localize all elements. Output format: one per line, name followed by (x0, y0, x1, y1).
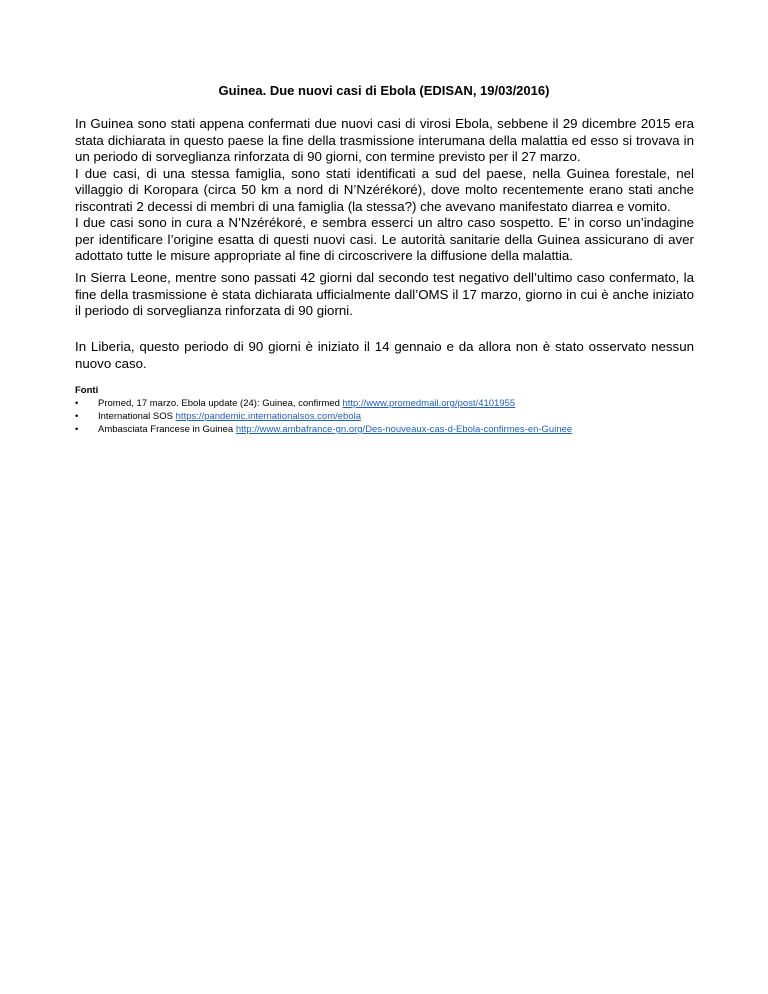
bullet-icon: • (75, 424, 79, 435)
source-item-promed (75, 397, 715, 410)
bullet-icon: • (75, 398, 79, 409)
paragraph-sierra-leone (75, 270, 694, 320)
paragraph-text: In Sierra Leone, mentre sono passati 42 giorni dal secondo test negativo dell’ultimo caso confermato, la fine della trasmissione è stata dichiarata ufficialmente dall’OMS il 17 marzo, giorno in cui è anche iniziato il periodo di sorveglianza rinforzata di 90 giorni. (75, 270, 694, 318)
source-link-international-sos[interactable]: https://pandemic.internationalsos.com/ebola (175, 411, 361, 422)
paragraph-liberia (75, 339, 694, 372)
source-item-ambasciata (75, 423, 715, 436)
source-label: International SOS (98, 411, 176, 422)
paragraph-line: I due casi, di una stessa famiglia, sono stati identificati a sud del paese, nella Guinea forestale, nel villaggio di Koropara (circa 50 km a nord di N’Nzérékoré), dove molto recentemente erano stati anche riscontrati 2 decessi di membri di una famiglia (la stessa?) che avevano manifestato diarrea e vomito. (75, 165, 694, 214)
sources-heading: Fonti (75, 385, 99, 396)
paragraph-guinea (75, 116, 694, 265)
source-label: Ambasciata Francese in Guinea (98, 424, 236, 435)
sources-section (75, 384, 715, 436)
bullet-icon: • (75, 411, 79, 422)
document-title: Guinea. Due nuovi casi di Ebola (EDISAN, 19/03/2016) (218, 83, 550, 98)
source-link-ambasciata[interactable]: http://www.ambafrance-gn.org/Des-nouveaux-cas-d-Ebola-confirmes-en-Guinee (235, 424, 573, 435)
source-item-international-sos (75, 410, 715, 423)
source-label: Promed, 17 marzo. Ebola update (24): Guinea, confirmed (98, 398, 343, 409)
paragraph-line: In Guinea sono stati appena confermati due nuovi casi di virosi Ebola, sebbene il 29 dicembre 2015 era stata dichiarata in questo paese la fine della trasmissione interumana della malattia ed esso si trovava in un periodo di sorveglianza rinforzata di 90 giorni, con termine previsto per il 27 marzo. (75, 116, 694, 164)
sources-list (75, 397, 715, 436)
paragraph-text: In Liberia, questo periodo di 90 giorni è iniziato il 14 gennaio e da allora non è stato osservato nessun nuovo caso. (75, 339, 694, 371)
source-link-promed[interactable]: http://www.promedmail.org/post/4101955 (342, 398, 516, 409)
paragraph-line: I due casi sono in cura a N’Nzérékoré, e sembra esserci un altro caso sospetto. E’ in corso un’indagine per identificare l’origine esatta di questi nuovi casi. Le autorità sanitarie della Guinea assicurano di aver adottato tutte le misure appropriate al fine di circoscrivere la diffusione della malattia. (75, 215, 694, 263)
